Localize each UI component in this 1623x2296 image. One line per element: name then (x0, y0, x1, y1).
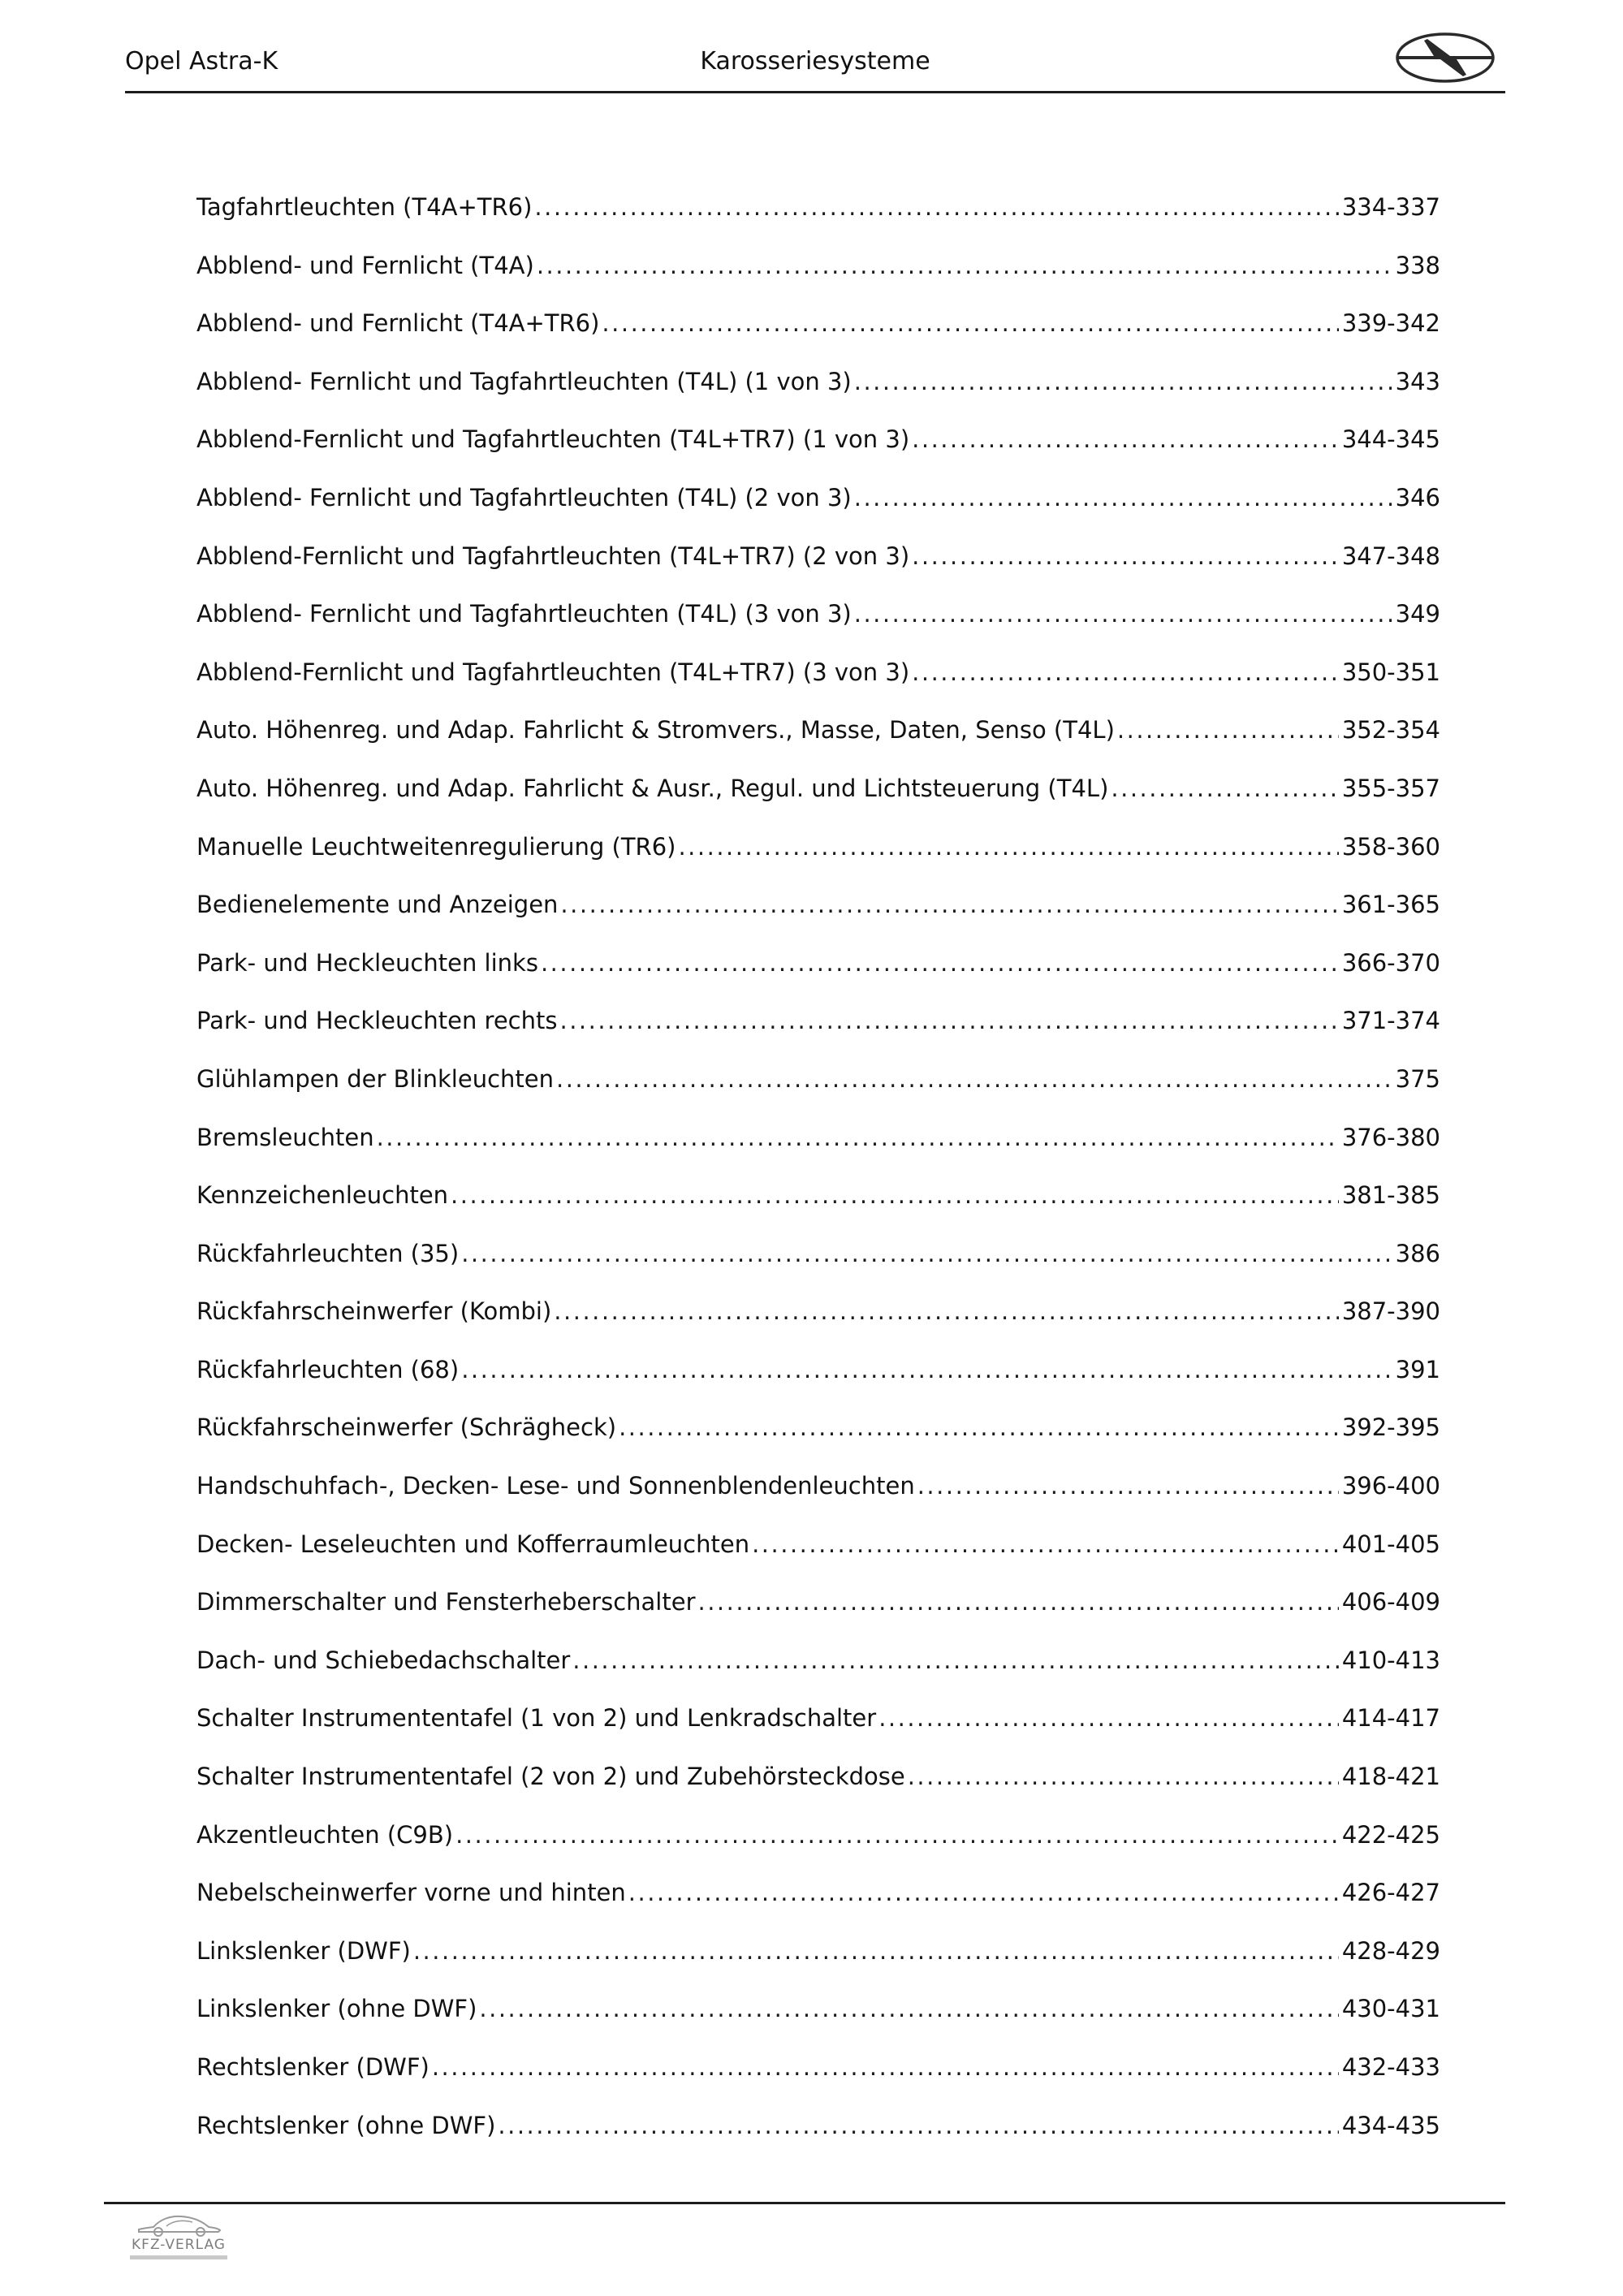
toc-entry-pages[interactable]: 346 (1395, 483, 1440, 511)
toc-entry-pages[interactable]: 401-405 (1341, 1530, 1440, 1558)
toc-entry-row[interactable] (196, 1879, 1440, 1937)
toc-entry-title[interactable]: Handschuhfach-, Decken- Lese- und Sonnenblendenleuchten (196, 1472, 915, 1500)
toc-entry-pages[interactable]: 406-409 (1341, 1588, 1440, 1616)
toc-entry-row[interactable] (196, 542, 1440, 601)
toc-entry-row[interactable] (196, 949, 1440, 1008)
toc-leader-dots (461, 1240, 1392, 1267)
toc-entry-title[interactable]: Schalter Instrumententafel (2 von 2) und Zubehörsteckdose (196, 1763, 905, 1791)
toc-leader-dots (602, 309, 1338, 337)
toc-entry-pages[interactable]: 428-429 (1341, 1936, 1440, 1965)
toc-entry-pages[interactable]: 432-433 (1341, 2053, 1440, 2081)
toc-entry-title[interactable]: Abblend- und Fernlicht (T4A+TR6) (196, 309, 600, 338)
toc-entry-pages[interactable]: 361-365 (1341, 891, 1440, 919)
toc-leader-dots (572, 1646, 1339, 1674)
toc-entry-row[interactable] (196, 1821, 1440, 1880)
toc-entry-title[interactable]: Akzentleuchten (C9B) (196, 1820, 454, 1849)
toc-entry-row[interactable] (196, 1413, 1440, 1472)
toc-entry-row[interactable] (196, 1588, 1440, 1646)
toc-entry-title[interactable]: Rückfahrscheinwerfer (Kombi) (196, 1297, 552, 1326)
toc-leader-dots (628, 1879, 1339, 1906)
toc-entry-title[interactable]: Bedienelemente und Anzeigen (196, 891, 559, 919)
toc-entry-row[interactable] (196, 1240, 1440, 1298)
toc-entry-pages[interactable]: 410-413 (1341, 1646, 1440, 1674)
toc-entry-row[interactable] (196, 600, 1440, 658)
toc-leader-dots (377, 1124, 1339, 1151)
toc-entry-title[interactable]: Kennzeichenleuchten (196, 1181, 449, 1210)
toc-leader-dots (432, 2053, 1339, 2081)
toc-leader-dots (878, 1704, 1339, 1732)
toc-entry-title[interactable]: Park- und Heckleuchten rechts (196, 1007, 558, 1035)
toc-entry-pages[interactable]: 392-395 (1341, 1413, 1440, 1442)
publisher-logo-text: KFZ-VERLAG (132, 2237, 226, 2253)
publisher-logo (114, 2210, 244, 2259)
toc-entry-pages[interactable]: 344-345 (1341, 425, 1440, 454)
toc-leader-dots (479, 1995, 1338, 2022)
toc-entry-pages[interactable]: 387-390 (1341, 1297, 1440, 1326)
toc-entry-title[interactable]: Rückfahrleuchten (35) (196, 1239, 460, 1267)
toc-entry-title[interactable]: Abblend-Fernlicht und Tagfahrtleuchten (T4L+TR7) (1 von 3) (196, 425, 910, 454)
toc-entry-title[interactable]: Manuelle Leuchtweitenregulierung (TR6) (196, 832, 676, 861)
toc-entry-pages[interactable]: 355-357 (1341, 774, 1440, 802)
toc-entry-row[interactable] (196, 1995, 1440, 2053)
toc-entry-title[interactable]: Nebelscheinwerfer vorne und hinten (196, 1879, 626, 1907)
toc-list (196, 193, 1440, 2169)
toc-entry-pages[interactable]: 358-360 (1341, 832, 1440, 861)
toc-entry-title[interactable]: Auto. Höhenreg. und Adap. Fahrlicht & Ausr., Regul. und Lichtsteuerung (T4L) (196, 774, 1109, 802)
header-section-title: Karosseriesysteme (700, 47, 930, 76)
header-divider (125, 91, 1505, 93)
toc-entry-row[interactable] (196, 2053, 1440, 2112)
toc-entry-pages[interactable]: 371-374 (1341, 1007, 1440, 1035)
toc-entry-pages[interactable]: 375 (1395, 1064, 1440, 1093)
toc-entry-pages[interactable]: 352-354 (1341, 716, 1440, 744)
toc-entry-row[interactable] (196, 891, 1440, 949)
toc-entry-title[interactable]: Abblend- und Fernlicht (T4A) (196, 251, 534, 279)
toc-entry-row[interactable] (196, 425, 1440, 484)
toc-entry-title[interactable]: Rückfahrscheinwerfer (Schrägheck) (196, 1413, 617, 1442)
toc-leader-dots (537, 252, 1392, 279)
toc-entry-pages[interactable]: 381-385 (1341, 1181, 1440, 1210)
toc-entry-row[interactable] (196, 484, 1440, 542)
toc-entry-pages[interactable]: 426-427 (1341, 1879, 1440, 1907)
toc-entry-title[interactable]: Tagfahrtleuchten (T4A+TR6) (196, 193, 533, 221)
toc-entry-pages[interactable]: 391 (1395, 1355, 1440, 1383)
toc-entry-row[interactable] (196, 833, 1440, 891)
footer-divider (104, 2202, 1505, 2204)
toc-leader-dots (560, 891, 1338, 918)
toc-entry-title[interactable]: Abblend-Fernlicht und Tagfahrtleuchten (T4L+TR7) (3 von 3) (196, 658, 910, 686)
toc-leader-dots (619, 1413, 1339, 1441)
toc-entry-row[interactable] (196, 1472, 1440, 1530)
toc-entry-row[interactable] (196, 1530, 1440, 1589)
toc-entry-row[interactable] (196, 1065, 1440, 1124)
toc-entry-row[interactable] (196, 1763, 1440, 1821)
toc-leader-dots (541, 949, 1339, 977)
toc-entry-row[interactable] (196, 1646, 1440, 1705)
opel-blitz-logo-icon (1393, 29, 1497, 86)
toc-entry-pages[interactable]: 434-435 (1341, 2111, 1440, 2139)
toc-entry-title[interactable]: Park- und Heckleuchten links (196, 948, 538, 977)
toc-entry-title[interactable]: Auto. Höhenreg. und Adap. Fahrlicht & Stromvers., Masse, Daten, Senso (T4L) (196, 716, 1115, 744)
toc-leader-dots (455, 1821, 1339, 1849)
toc-entry-row[interactable] (196, 252, 1440, 310)
toc-leader-dots (678, 833, 1338, 861)
toc-entry-pages[interactable]: 396-400 (1341, 1472, 1440, 1500)
toc-entry-row[interactable] (196, 1007, 1440, 1065)
toc-leader-dots (534, 193, 1338, 221)
toc-leader-dots (854, 368, 1392, 395)
toc-entry-pages[interactable]: 339-342 (1341, 309, 1440, 338)
toc-leader-dots (1117, 716, 1339, 744)
toc-leader-dots (854, 484, 1392, 511)
toc-entry-row[interactable] (196, 658, 1440, 717)
toc-entry-row[interactable] (196, 1124, 1440, 1182)
toc-entry-pages[interactable]: 350-351 (1341, 658, 1440, 686)
toc-entry-pages[interactable]: 334-337 (1341, 193, 1440, 221)
toc-entry-row[interactable] (196, 775, 1440, 833)
toc-entry-title[interactable]: Abblend- Fernlicht und Tagfahrtleuchten (T4L) (1 von 3) (196, 367, 852, 395)
toc-entry-row[interactable] (196, 1297, 1440, 1356)
toc-entry-pages[interactable]: 422-425 (1341, 1820, 1440, 1849)
toc-leader-dots (413, 1937, 1339, 1965)
toc-leader-dots (498, 2112, 1338, 2139)
toc-leader-dots (854, 600, 1392, 628)
toc-entry-title[interactable]: Bremsleuchten (196, 1123, 374, 1151)
toc-entry-row[interactable] (196, 368, 1440, 426)
toc-entry-pages[interactable]: 414-417 (1341, 1704, 1440, 1733)
publisher-tagline (130, 2255, 227, 2259)
toc-leader-dots (912, 658, 1339, 686)
toc-entry-row[interactable] (196, 716, 1440, 775)
toc-leader-dots (451, 1181, 1339, 1209)
toc-leader-dots (554, 1297, 1339, 1325)
toc-leader-dots (917, 1472, 1339, 1500)
toc-entry-pages[interactable]: 338 (1395, 251, 1440, 279)
toc-entry-pages[interactable]: 376-380 (1341, 1123, 1440, 1151)
page-header (125, 47, 1505, 83)
toc-entry-title[interactable]: Linkslenker (DWF) (196, 1936, 411, 1965)
toc-entry-title[interactable]: Rückfahrleuchten (68) (196, 1355, 460, 1383)
toc-entry-title[interactable]: Rechtslenker (DWF) (196, 2053, 429, 2081)
toc-entry-title[interactable]: Linkslenker (ohne DWF) (196, 1995, 477, 2023)
toc-leader-dots (559, 1007, 1338, 1034)
toc-leader-dots (556, 1065, 1392, 1093)
toc-entry-title[interactable]: Abblend- Fernlicht und Tagfahrtleuchten (T4L) (2 von 3) (196, 483, 852, 511)
toc-entry-title[interactable]: Abblend- Fernlicht und Tagfahrtleuchten (T4L) (3 von 3) (196, 600, 852, 628)
toc-entry-title[interactable]: Glühlampen der Blinkleuchten (196, 1064, 554, 1093)
toc-entry-title[interactable]: Decken- Leseleuchten und Kofferraumleuchten (196, 1530, 750, 1558)
toc-leader-dots (698, 1588, 1339, 1616)
toc-leader-dots (908, 1763, 1339, 1790)
toc-entry-row[interactable] (196, 1704, 1440, 1763)
toc-entry-pages[interactable]: 386 (1395, 1239, 1440, 1267)
toc-entry-title[interactable]: Rechtslenker (ohne DWF) (196, 2111, 496, 2139)
car-outline-logo-icon (134, 2210, 223, 2238)
toc-entry-title[interactable]: Schalter Instrumententafel (1 von 2) und Lenkradschalter (196, 1704, 877, 1733)
toc-leader-dots (912, 542, 1339, 570)
toc-entry-row[interactable] (196, 2112, 1440, 2170)
header-model-title: Opel Astra-K (125, 47, 278, 76)
toc-leader-dots (461, 1356, 1392, 1383)
toc-entry-pages[interactable]: 349 (1395, 600, 1440, 628)
toc-entry-pages[interactable]: 347-348 (1341, 542, 1440, 570)
toc-entry-title[interactable]: Abblend-Fernlicht und Tagfahrtleuchten (T4L+TR7) (2 von 3) (196, 542, 910, 570)
toc-entry-pages[interactable]: 418-421 (1341, 1763, 1440, 1791)
toc-entry-pages[interactable]: 343 (1395, 367, 1440, 395)
toc-leader-dots (1111, 775, 1338, 802)
toc-entry-title[interactable]: Dimmerschalter und Fensterheberschalter (196, 1588, 696, 1616)
toc-entry-title[interactable]: Dach- und Schiebedachschalter (196, 1646, 571, 1674)
toc-entry-row[interactable] (196, 1937, 1440, 1996)
toc-entry-pages[interactable]: 430-431 (1341, 1995, 1440, 2023)
toc-entry-row[interactable] (196, 193, 1440, 252)
toc-entry-row[interactable] (196, 1356, 1440, 1414)
toc-entry-pages[interactable]: 366-370 (1341, 948, 1440, 977)
toc-leader-dots (752, 1530, 1339, 1558)
toc-entry-row[interactable] (196, 1181, 1440, 1240)
toc-entry-row[interactable] (196, 309, 1440, 368)
toc-leader-dots (912, 425, 1339, 453)
